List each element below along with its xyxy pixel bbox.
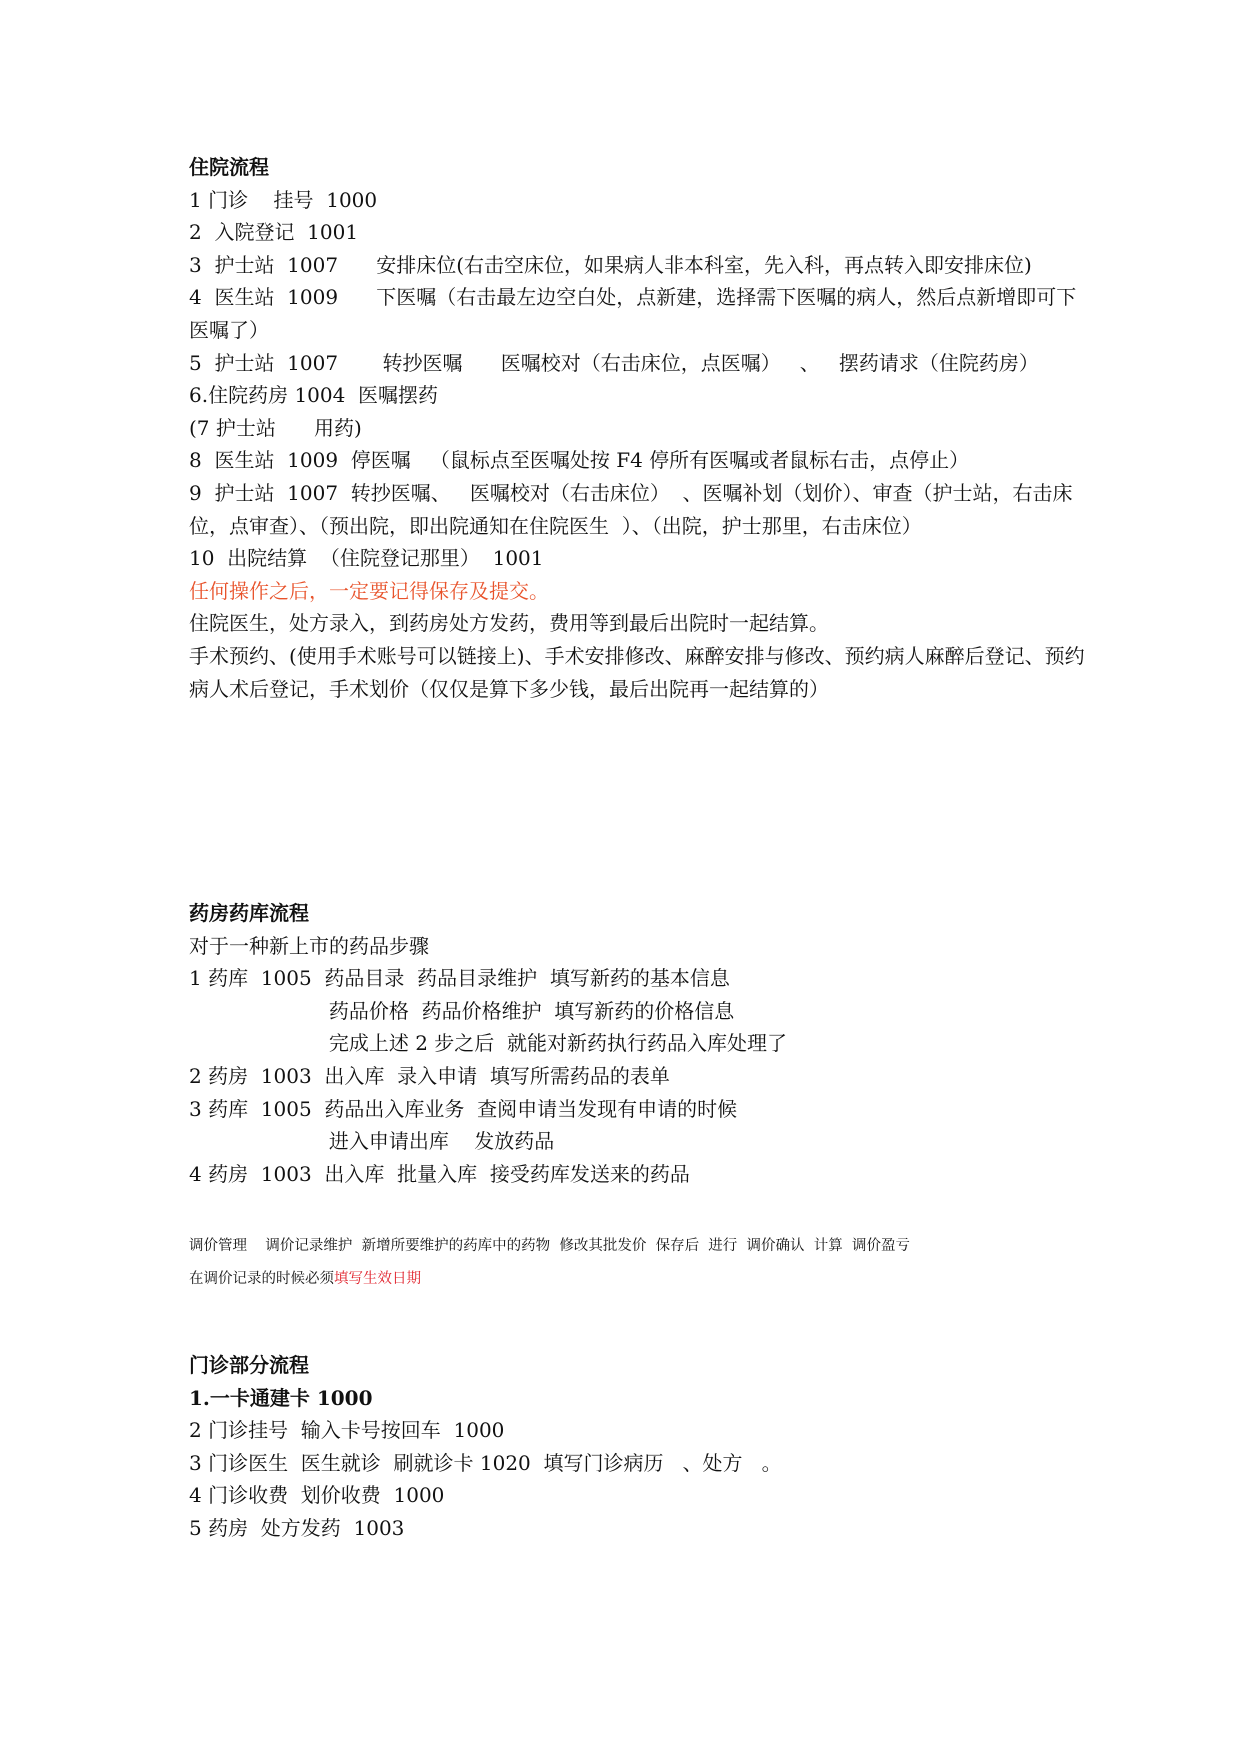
- inpatient-step-7: (7 护士站 用药): [189, 415, 362, 440]
- outpatient-step-4: 4 门诊收费 划价收费 1000: [189, 1483, 445, 1508]
- price-adjust-requirement-prefix: 在调价记录的时候必须: [189, 1271, 334, 1287]
- outpatient-title: 门诊部分流程: [189, 1353, 309, 1377]
- pharmacy-step-4: 4 药房 1003 出入库 批量入库 接受药库发送来的药品: [189, 1161, 690, 1186]
- inpatient-step-10: 10 出院结算 （住院登记那里） 1001: [189, 546, 544, 571]
- outpatient-step-3: 3 门诊医生 医生就诊 刷就诊卡 1020 填写门诊病历 、处方 。: [189, 1450, 782, 1475]
- inpatient-step-5: 5 护士站 1007 转抄医嘱 医嘱校对（右击床位，点医嘱） 、 摆药请求（住院药房）: [189, 350, 1039, 375]
- inpatient-step-6: 6.住院药房 1004 医嘱摆药: [189, 383, 439, 408]
- outpatient-step-1: 1.一卡通建卡 1000: [189, 1385, 373, 1410]
- inpatient-section: [189, 151, 1089, 705]
- price-adjust-requirement: [189, 1263, 1089, 1296]
- inpatient-title: 住院流程: [189, 155, 269, 179]
- pharmacy-title: 药房药库流程: [189, 901, 309, 925]
- outpatient-section: [189, 1349, 1089, 1545]
- inpatient-step-9: 9 护士站 1007 转抄医嘱、 医嘱校对（右击床位） 、医嘱补划（划价）、审查（护士站，右击床位，点审查）、（预出院，即出院通知在住院医生 ）、（出院，护士那里，右击床位）: [189, 480, 1073, 538]
- outpatient-step-2: 2 门诊挂号 输入卡号按回车 1000: [189, 1418, 505, 1443]
- inpatient-note-2: 手术预约、(使用手术账号可以链接上)、手术安排修改、麻醉安排与修改、预约病人麻醉后登记、预约病人术后登记，手术划价（仅仅是算下多少钱，最后出院再一起结算的）: [189, 643, 1085, 701]
- price-adjust-section: [189, 1230, 1089, 1296]
- inpatient-warning: 任何操作之后，一定要记得保存及提交。: [189, 578, 549, 603]
- pharmacy-section: [189, 897, 1089, 1190]
- pharmacy-step-2: 2 药房 1003 出入库 录入申请 填写所需药品的表单: [189, 1063, 670, 1088]
- inpatient-step-3: 3 护士站 1007 安排床位(右击空床位，如果病人非本科室，先入科，再点转入即安排床位): [189, 252, 1032, 277]
- pharmacy-step-3: 3 药库 1005 药品出入库业务 查阅申请当发现有申请的时候: [189, 1096, 738, 1121]
- pharmacy-step-1: 1 药库 1005 药品目录 药品目录维护 填写新药的基本信息: [189, 966, 730, 991]
- inpatient-step-1: 1 门诊 挂号 1000: [189, 187, 378, 212]
- price-adjust-effective-date: 填写生效日期: [334, 1271, 421, 1287]
- pharmacy-intro: 对于一种新上市的药品步骤: [189, 933, 429, 958]
- inpatient-step-4: 4 医生站 1009 下医嘱（右击最左边空白处，点新建，选择需下医嘱的病人，然后点新增即可下医嘱了）: [189, 285, 1077, 342]
- price-adjust-line: 调价管理 调价记录维护 新增所要维护的药库中的药物 修改其批发价 保存后 进行 调价确认 计算 调价盈亏: [189, 1238, 910, 1254]
- pharmacy-step-3-issue: 进入申请出库 发放药品: [189, 1129, 555, 1154]
- pharmacy-step-1-price: 药品价格 药品价格维护 填写新药的价格信息: [189, 998, 735, 1023]
- inpatient-note-1: 住院医生，处方录入，到药房处方发药，费用等到最后出院时一起结算。: [189, 611, 829, 636]
- pharmacy-step-1-done: 完成上述 2 步之后 就能对新药执行药品入库处理了: [189, 1031, 788, 1056]
- outpatient-step-5: 5 药房 处方发药 1003: [189, 1515, 405, 1540]
- inpatient-step-2: 2 入院登记 1001: [189, 220, 359, 245]
- inpatient-step-8: 8 医生站 1009 停医嘱 （鼠标点至医嘱处按 F4 停所有医嘱或者鼠标右击，点停止）: [189, 448, 970, 473]
